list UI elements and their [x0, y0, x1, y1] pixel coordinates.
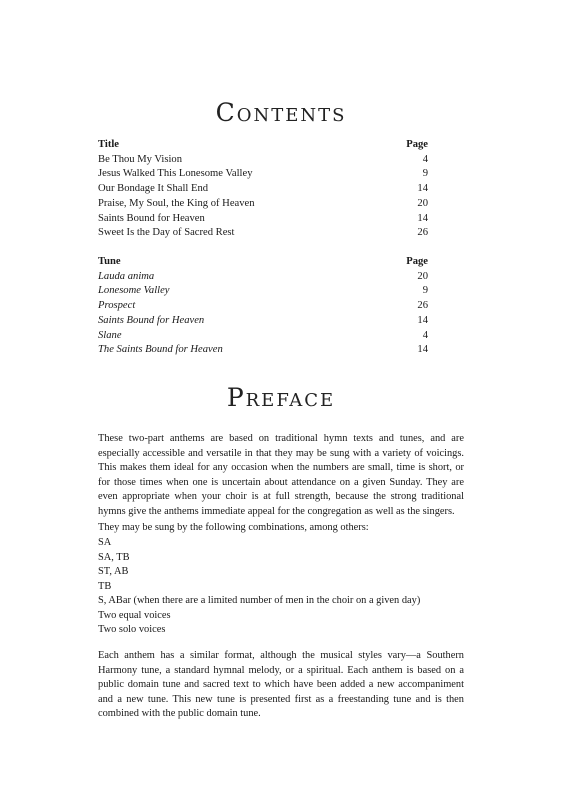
- page-number: 14: [417, 314, 428, 326]
- voicing-item: SA, TB: [98, 551, 130, 563]
- contents-heading: Contents: [215, 98, 347, 127]
- page-number: 4: [422, 329, 428, 341]
- page-column-header: Page: [406, 256, 428, 267]
- tune-text: Prospect: [98, 300, 136, 312]
- title-text: Be Thou My Vision: [98, 153, 183, 165]
- title-row: [98, 197, 428, 212]
- preface-paragraph-2: They may be sung by the following combinations, among others:: [98, 522, 369, 533]
- tune-row: [98, 329, 428, 344]
- page-number: 26: [417, 227, 428, 239]
- tune-row: [98, 299, 428, 314]
- titles-header-row: [98, 138, 428, 153]
- tune-row: [98, 343, 428, 358]
- voicing-item: Two equal voices: [98, 609, 171, 621]
- page-number: 14: [417, 183, 428, 195]
- page-number: 20: [417, 270, 428, 282]
- tune-row: [98, 314, 428, 329]
- title-row: [98, 167, 428, 182]
- title-text: Sweet Is the Day of Sacred Rest: [98, 227, 235, 239]
- voicing-item: S, ABar (when there are a limited number of men in the choir on a given day): [98, 595, 421, 606]
- page-number: 9: [422, 285, 428, 297]
- tune-column-header: Tune: [98, 256, 121, 267]
- title-text: Praise, My Soul, the King of Heaven: [98, 197, 255, 209]
- tune-text: Slane: [98, 329, 122, 341]
- page-number: 20: [417, 197, 428, 209]
- title-row: [98, 212, 428, 227]
- title-text: Saints Bound for Heaven: [98, 212, 205, 224]
- voicing-item: SA: [98, 537, 112, 548]
- voicing-item: ST, AB: [98, 566, 129, 577]
- preface-paragraph-1: These two-part anthems are based on traditional hymn texts and tunes, and are especially accessible and versatile in that they may be sung with a variety of voicings. This makes them ideal for any occasion when the numbers are small, time is short, or for those times when one is uncertain about attendance on a given Sunday. They are even appropriate when your choir is at full strength, because the strong traditional hymns give the anthems immediate appeal for the congregation as well as the singers.: [98, 433, 464, 517]
- page-number: 26: [417, 300, 428, 312]
- title-row: [98, 182, 428, 197]
- preface-paragraph-3: Each anthem has a similar format, although the musical styles vary—a Southern Harmony tune, a standard hymnal melody, or a spiritual. Each anthem is based on a public domain tune and sacred text to which have been added a new accompaniment and a new tune. This new tune is presented first as a freestanding tune and is then combined with the public domain tune.: [98, 650, 464, 719]
- tune-row: [98, 284, 428, 299]
- title-row: [98, 226, 428, 241]
- title-text: Our Bondage It Shall End: [98, 183, 209, 195]
- title-row: [98, 153, 428, 168]
- tune-row: [98, 270, 428, 285]
- tunes-header-row: [98, 255, 428, 270]
- page-number: 4: [422, 153, 428, 165]
- voicing-list: [98, 536, 420, 638]
- page-number: 9: [422, 168, 428, 180]
- titles-table: [98, 138, 428, 241]
- tune-text: Lonesome Valley: [98, 285, 170, 297]
- page-number: 14: [417, 344, 428, 356]
- page-column-header: Page: [406, 139, 428, 150]
- tune-text: Saints Bound for Heaven: [98, 314, 205, 326]
- voicing-item: TB: [98, 580, 112, 592]
- tunes-table: [98, 255, 428, 358]
- preface-heading: Preface: [226, 383, 336, 412]
- tune-text: Lauda anima: [98, 270, 155, 282]
- title-text: Jesus Walked This Lonesome Valley: [98, 168, 253, 180]
- title-column-header: Title: [98, 139, 119, 150]
- page-number: 14: [417, 212, 428, 224]
- tune-text: The Saints Bound for Heaven: [98, 344, 223, 356]
- voicing-item: Two solo voices: [98, 624, 166, 635]
